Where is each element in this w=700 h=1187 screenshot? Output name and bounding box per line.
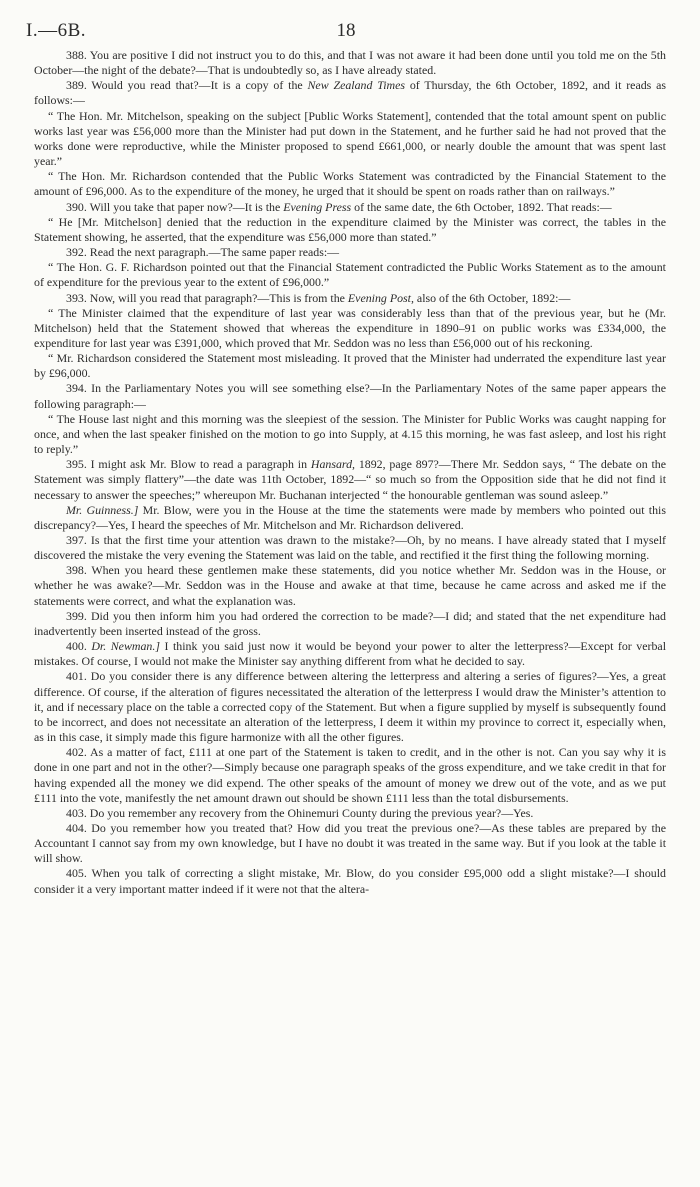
paragraph-text: 393. Now, will you read that paragraph?—This is from the — [66, 290, 348, 305]
page-number: 18 — [336, 20, 356, 41]
testimony-paragraph: 394. In the Parliamentary Notes you will see something else?—In the Parliamentary Notes of the same paper appears the following paragraph:— — [34, 381, 666, 411]
testimony-paragraph: 401. Do you consider there is any difference between altering the letterpress and altering a series of figures?—Yes, a great difference. Of course, if the alteration of figures necessitated the alteration of the letterpress I would draw the Minister’s attention to it, and if necessary place on the table a corrected copy of the Statement. But when a figure supplied by myself is subsequently found to be incorrect, and does not necessitate an alteration of the letterpress, I deem it within my province to correct it, especially when, as in this case, it simply made this figure harmonize with all the other figures. — [34, 669, 666, 745]
testimony-paragraph — [34, 200, 666, 215]
testimony-paragraph — [34, 457, 666, 502]
testimony-paragraph: 392. Read the next paragraph.—The same paper reads:— — [66, 245, 340, 260]
paragraph-text: of Thursday, the 6th October, 1892, and it reads as follows:— — [34, 78, 667, 108]
italic-reference: Evening Press — [283, 199, 352, 214]
paragraph-text: 395. I might ask Mr. Blow to read a paragraph in — [66, 457, 311, 472]
testimony-paragraph: 404. Do you remember how you treated that? How did you treat the previous one?—As these tables are prepared by the Accountant I cannot say from my own knowledge, but I have no doubt it was treated in the same way. But if you look at the table it will show. — [34, 820, 666, 866]
paragraph-text: 400. — [66, 639, 92, 654]
page-header — [26, 20, 666, 44]
quoted-paragraph: “ The House last night and this morning was the sleepiest of the session. The Minister for Public Works was caught napping for once, and when the last speaker finished on the motion to go into Supply, at 4.15 this morning, he was fast asleep, and lost his right to reply.” — [34, 411, 666, 457]
italic-reference: Mr. Guinness.] — [66, 502, 139, 517]
testimony-paragraph: 398. When you heard these gentlemen make these statements, did you notice whether Mr. Seddon was in the House, or whether he was awake?—Mr. Seddon was in the House and awake at that time, because he came across and asked me if the statements were correct, and what the explanation was. — [34, 563, 666, 608]
quoted-paragraph: “ Mr. Richardson considered the Statement most misleading. It proved that the Minister had underrated the expenditure last year by £96,000. — [34, 351, 666, 381]
paragraph-text: 1892, page 897?—There Mr. Seddon says, “ The debate on the Statement was simply flattery”—the date was 11th October, 1892—“ so much so from the Opposition side that he did not find it necessary to answer the speeches;” whereupon Mr. Buchanan interjected “ the honourable gentleman was sound asleep.” — [34, 457, 667, 502]
italic-reference: New Zealand Times — [307, 78, 406, 93]
quoted-paragraph: “ The Hon. Mr. Mitchelson, speaking on the subject [Public Works Statement], contended that the total amount spent on public works last year was £56,000 more than the Minister had put down in the Statement, and he further said he had not proved that the works done were reproductive, while the Minister proposed to spend £661,000, or nearly double the amount that was spent last year.” — [34, 108, 666, 169]
testimony-paragraph — [34, 291, 666, 306]
testimony-paragraph: 388. You are positive I did not instruct you to do this, and that I was not aware it had been done until you told me on the 5th October—the night of the debate?—That is undoubtedly so, as I have already stated. — [34, 48, 666, 78]
document-reference: I.—6B. — [26, 20, 86, 41]
paragraph-text: Mr. Blow, were you in the House at the time the statements were made by members who pointed out this discrepancy?—Yes, I heard the speeches of Mr. Mitchelson and Mr. Richardson delivered. — [34, 502, 666, 532]
testimony-paragraph: 397. Is that the first time your attention was drawn to the mistake?—Oh, by no means. I have already stated that I myself discovered the mistake the very evening the Statement was laid on the table, and rectified it the first thing the following morning. — [34, 533, 666, 563]
paragraph-text: 389. Would you read that?—It is a copy of the — [66, 78, 308, 93]
quoted-paragraph: “ The Minister claimed that the expenditure of last year was considerably less than that of the previous year, but he (Mr. Mitchelson) held that the Statement showed that whereas the expenditure in 1890–91 on public works was £334,000, the expenditure for last year was £391,000, which proved that Mr. Seddon was no less than £56,000 out of his reckoning. — [34, 305, 666, 350]
testimony-paragraph — [34, 639, 666, 669]
quoted-paragraph: “ He [Mr. Mitchelson] denied that the reduction in the expenditure claimed by the Minister was correct, the tables in the Statement showing, he asserted, that the expenditure was £56,000 more than stated.” — [34, 214, 666, 244]
paragraph-text: also of the 6th October, 1892:— — [413, 290, 571, 305]
testimony-paragraph: 403. Do you remember any recovery from the Ohinemuri County during the previous year?—Yes. — [66, 805, 534, 820]
document-body — [34, 48, 666, 897]
testimony-paragraph: 399. Did you then inform him you had ordered the correction to be made?—I did; and stated that the net expenditure had inadvertently been inserted instead of the gross. — [34, 608, 666, 638]
quoted-paragraph: “ The Hon. Mr. Richardson contended that the Public Works Statement was contradicted by the Financial Statement to the amount of £96,000. As to the expenditure of the money, he urged that it should be spent on roads rather than on railways.” — [34, 169, 666, 199]
italic-reference: Dr. Newman.] — [91, 639, 160, 654]
testimony-paragraph — [34, 503, 666, 533]
paragraph-text: of the same date, the 6th October, 1892. That reads:— — [351, 199, 612, 214]
testimony-paragraph — [34, 78, 666, 108]
quoted-paragraph: “ The Hon. G. F. Richardson pointed out that the Financial Statement contradicted the Public Works Statement as to the amount of expenditure for the previous year to the extent of £96,000.” — [34, 260, 666, 290]
testimony-paragraph: 402. As a matter of fact, £111 at one part of the Statement is taken to credit, and in the other is not. Can you say why it is done in one part and not in the other?—Simply because one paragraph speaks of the gross expenditure, and we take credit in that for having expended all the money we did expend. The other speaks of the amount of money we drew out of the vote, and as we put £111 into the vote, manifestly the net amount drawn out should be shown £111 less than the total disbursements. — [34, 745, 666, 805]
paragraph-text: 390. Will you take that paper now?—It is the — [66, 199, 284, 214]
paragraph-text: I think you said just now it would be beyond your power to alter the letterpress?—Except for verbal mistakes. Of course, I would not make the Minister say anything different from what he decided to say. — [34, 639, 666, 669]
italic-reference: Hansard, — [310, 457, 356, 472]
italic-reference: Evening Post, — [347, 290, 414, 305]
testimony-paragraph: 405. When you talk of correcting a slight mistake, Mr. Blow, do you consider £95,000 odd a slight mistake?—I should consider it a very important matter indeed if it were not that the altera- — [34, 866, 666, 896]
